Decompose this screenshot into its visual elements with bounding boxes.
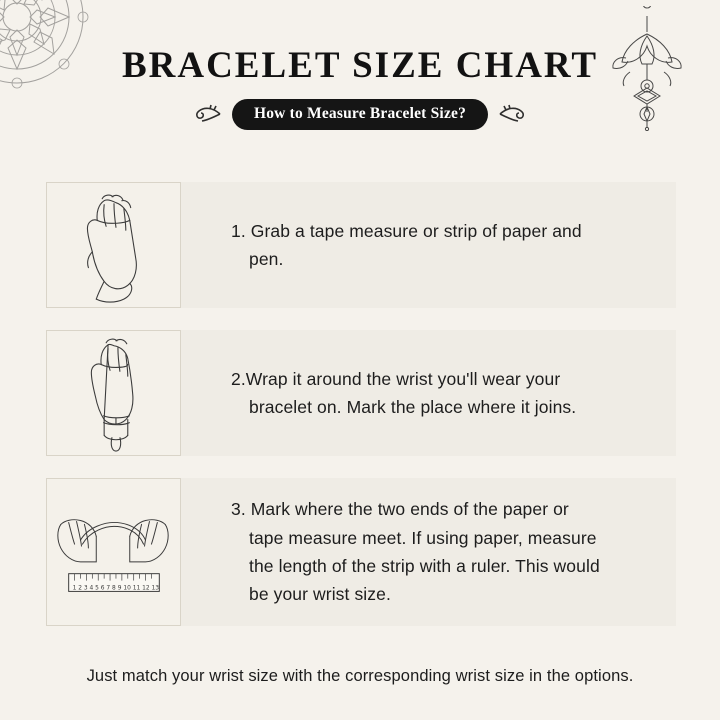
footer-note: Just match your wrist size with the corresponding wrist size in the options. <box>86 667 634 685</box>
step-1-line-1: 1. Grab a tape measure or strip of paper and <box>231 220 582 241</box>
hand-with-tape-around-wrist-illustration <box>46 330 181 456</box>
step-text <box>181 330 720 456</box>
step-2-line-2: bracelet on. Mark the place where it joins. <box>249 397 577 417</box>
step-2-line-1: 2.Wrap it around the wrist you'll wear your <box>231 368 561 389</box>
step-1-line-2: pen. <box>249 249 284 269</box>
list-item <box>0 330 720 456</box>
page-title: BRACELET SIZE CHART <box>121 45 599 86</box>
steps-list <box>0 182 720 648</box>
list-item <box>0 478 720 626</box>
flourish-icon <box>498 103 528 125</box>
hands-measuring-paper-strip-with-ruler-illustration <box>46 478 181 626</box>
step-3-line-4: be your wrist size. <box>249 584 391 605</box>
step-3-line-2: tape measure meet. If using paper, measure <box>249 527 597 548</box>
svg-text:1 2 3 4 5 6 7 8 9 10 11 12 13: 1 2 3 4 5 6 7 8 9 10 11 12 13 <box>72 585 160 592</box>
list-item <box>0 182 720 308</box>
step-text <box>181 182 720 308</box>
subtitle-row <box>0 99 720 130</box>
subtitle-pill: How to Measure Bracelet Size? <box>232 99 488 130</box>
page-header <box>0 46 720 130</box>
step-text <box>181 478 720 626</box>
step-3-line-1: 3. Mark where the two ends of the paper or <box>231 499 569 520</box>
closed-fist-hand-illustration <box>46 182 181 308</box>
step-3-line-3: the length of the strip with a ruler. This would <box>249 556 600 576</box>
flourish-icon <box>192 103 222 125</box>
